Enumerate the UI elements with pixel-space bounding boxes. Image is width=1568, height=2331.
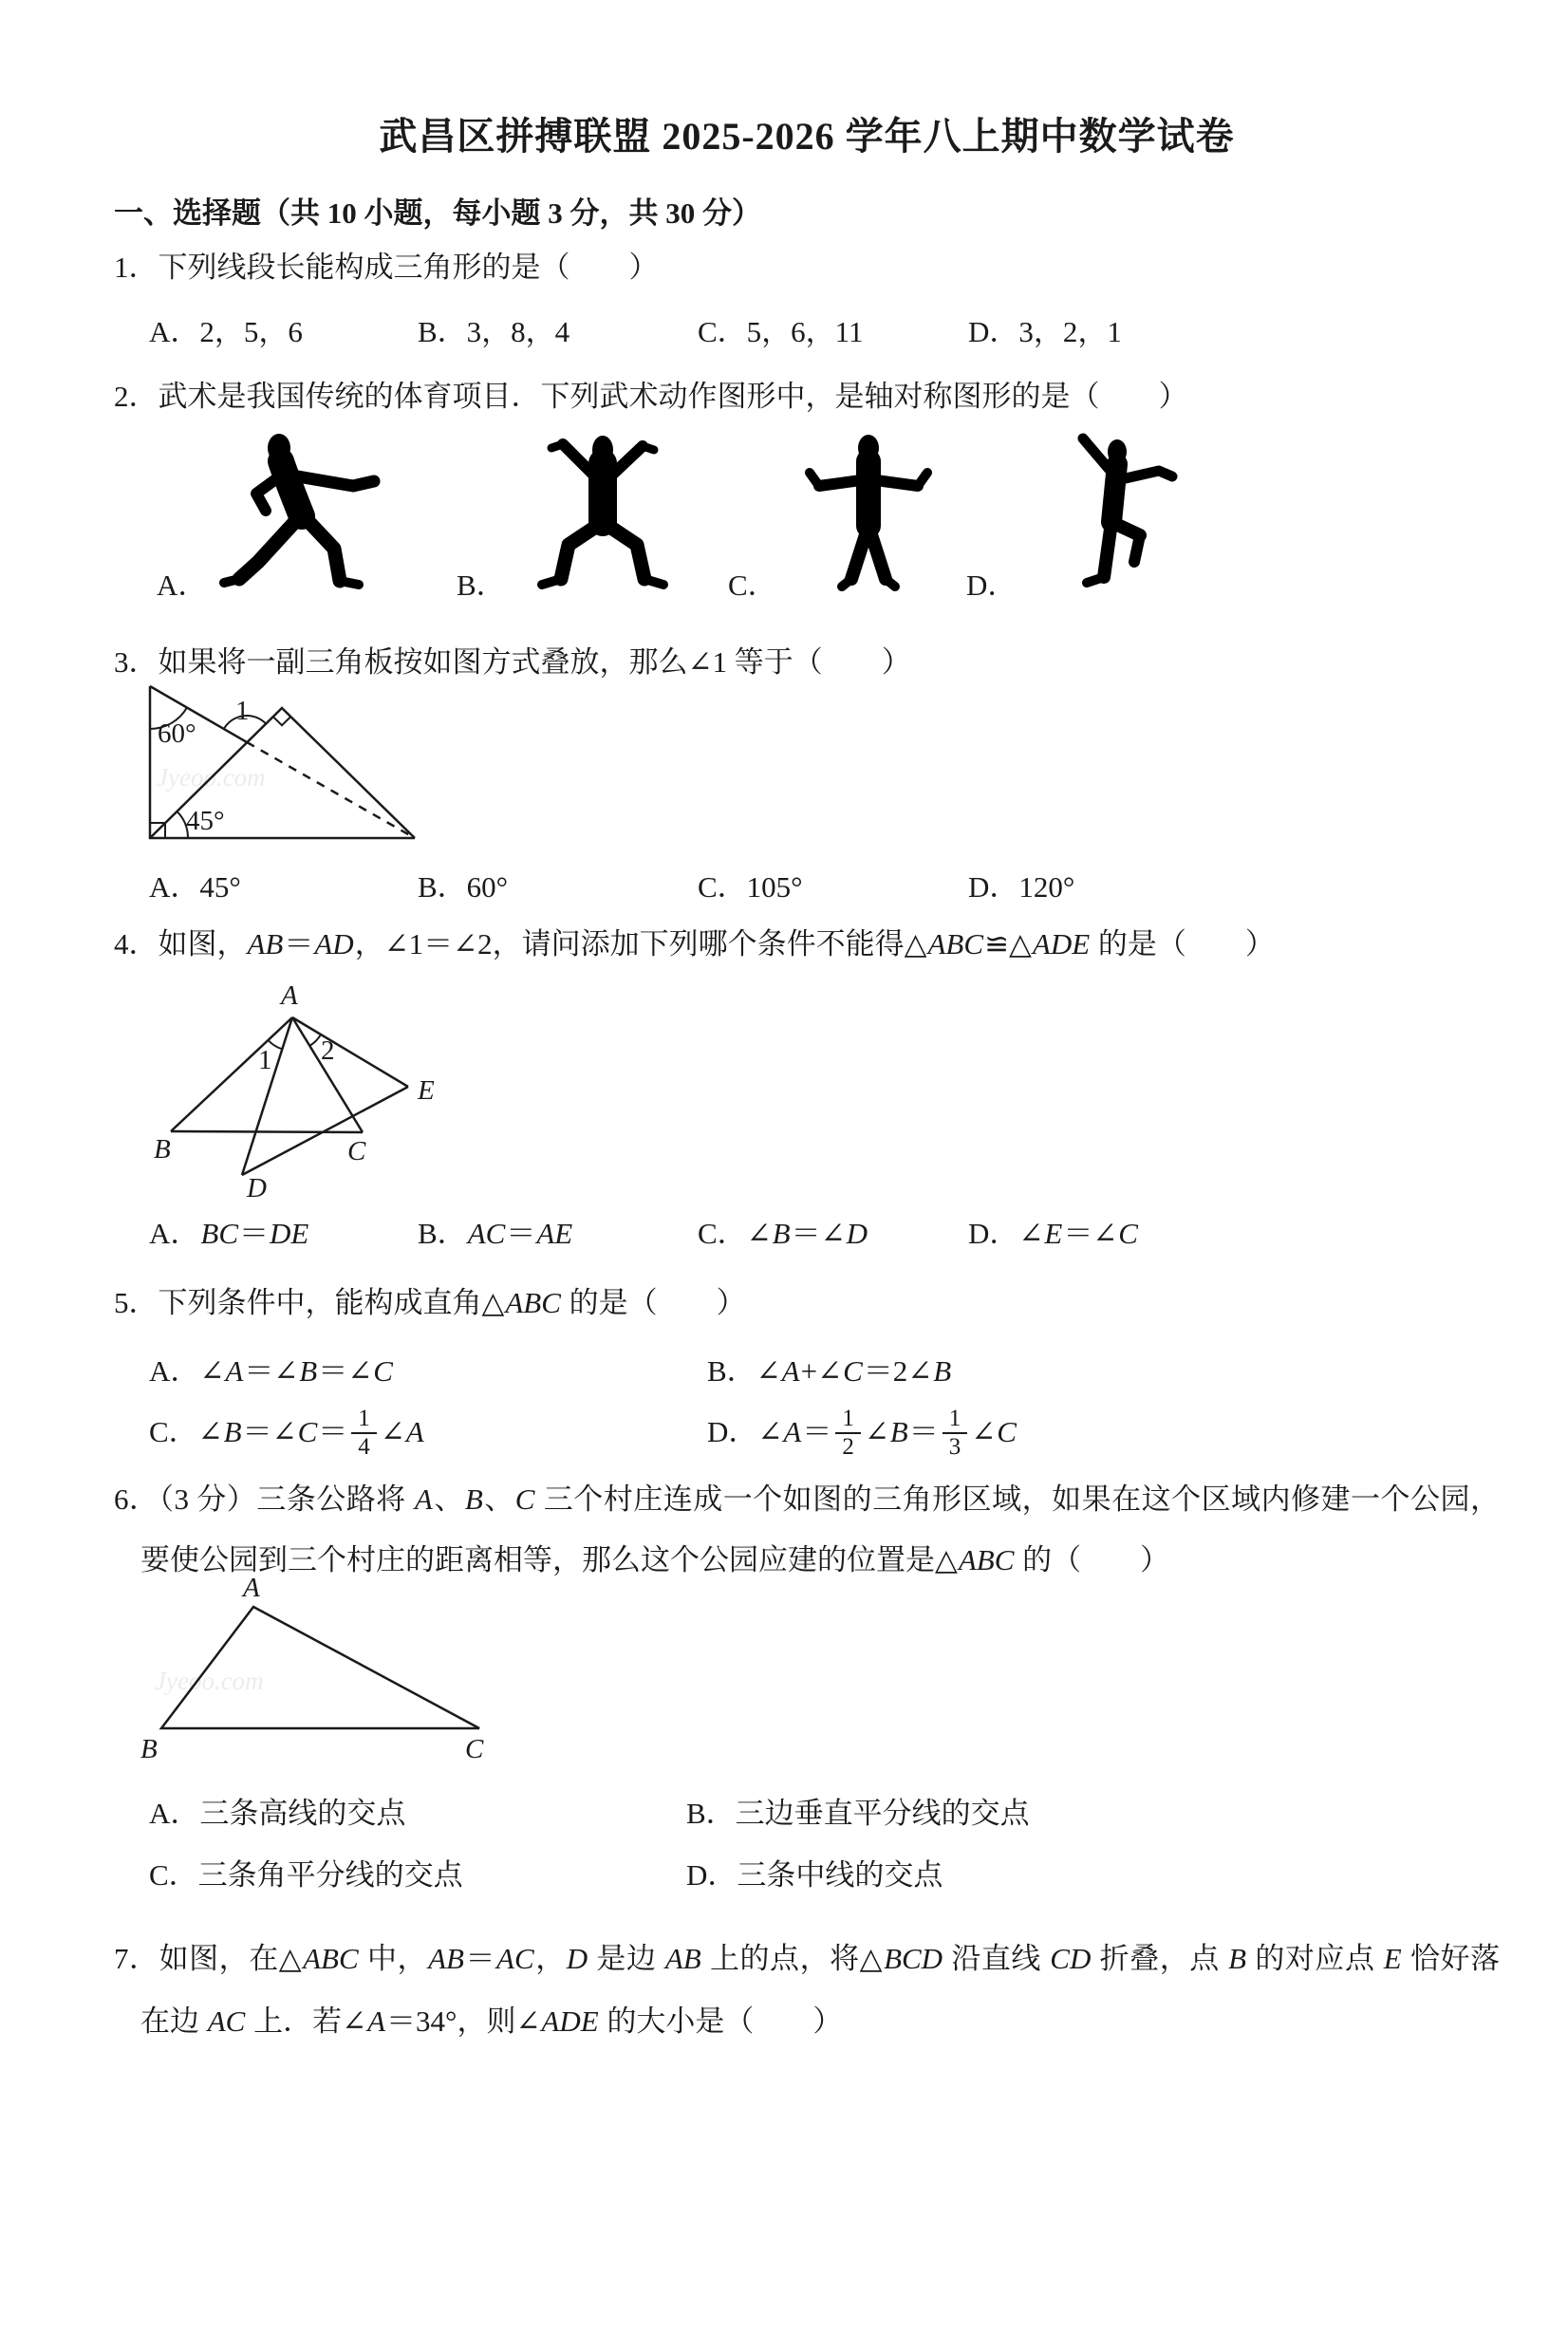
q3-option-d: D．120°: [968, 870, 1075, 904]
q5-option-c: C．∠B＝∠C＝ $\frac{1}{4}$ ∠A: [149, 1406, 424, 1460]
q4-option-d: D．∠E＝∠C: [968, 1217, 1138, 1250]
q1-stem: 1．下列线段长能构成三角形的是（ ）: [114, 251, 659, 284]
q2-figures: [157, 429, 1500, 605]
q4-angle-2-label: 2: [321, 1035, 335, 1066]
q1-option-c: C．5，6，11: [698, 315, 864, 348]
q4-option-b: B．AC＝AE: [418, 1217, 573, 1250]
q2-figure-c-label: C．: [728, 569, 777, 602]
q2-figure-d: [966, 429, 1500, 605]
q2-figure-d-label: D．: [966, 569, 1017, 602]
q1-option-d: D．3，2，1: [968, 315, 1122, 348]
q4-figure-image: [114, 978, 456, 1201]
q3-option-b: B．60°: [418, 870, 509, 904]
q4-point-b-label: B: [154, 1134, 171, 1165]
q3-stem: 3．如果将一副三角板按如图方式叠放，那么∠1 等于（ ）: [114, 645, 911, 679]
q4-stem: 4．如图，AB＝AD，∠1＝∠2，请问添加下列哪个条件不能得△ABC≌△ADE 的是（ ）: [114, 927, 1275, 960]
martial-pose-d-image: [1020, 429, 1205, 605]
q5-option-a: A．∠A＝∠B＝∠C: [149, 1354, 393, 1388]
q4-angle-1-label: 1: [258, 1045, 272, 1075]
q5-stem: 5．下列条件中，能构成直角△ABC 的是（ ）: [114, 1286, 746, 1319]
q4-point-c-label: C: [347, 1136, 366, 1166]
martial-pose-b-image: [510, 429, 700, 605]
q6-option-c: C．三条角平分线的交点: [149, 1858, 463, 1892]
martial-pose-c-image: [781, 429, 957, 605]
martial-pose-a-image: [211, 429, 410, 605]
q5-option-b: B．∠A+∠C＝2∠B: [707, 1354, 952, 1388]
q4-point-a-label: A: [281, 980, 298, 1011]
q1-option-a: A．2，5，6: [149, 315, 303, 348]
q6-watermark: Jyeoo.com: [155, 1667, 264, 1695]
q3-figure-image: [114, 681, 441, 852]
q3-angle-45-label: 45°: [186, 806, 225, 836]
q6-options-row1: [149, 1795, 1500, 1833]
q5-options-row2: [149, 1408, 1500, 1463]
q1-options: [149, 313, 1500, 351]
q6-point-b-label: B: [140, 1734, 158, 1763]
q2-figure-a: [157, 429, 457, 605]
q4-point-d-label: D: [247, 1173, 267, 1201]
q5-options-row1: [149, 1352, 1500, 1390]
q6-option-d: D．三条中线的交点: [686, 1858, 943, 1892]
q3-angle-1-label: 1: [235, 696, 250, 726]
q2-figure-b: [457, 429, 728, 605]
q3-option-c: C．105°: [698, 870, 803, 904]
q4-option-c: C．∠B＝∠D: [698, 1217, 868, 1250]
q3-angle-60-label: 60°: [158, 718, 196, 749]
q2-figure-b-label: B．: [457, 569, 506, 602]
q4-options: [149, 1215, 1500, 1253]
q4-option-a: A．BC＝DE: [149, 1217, 309, 1250]
q6-option-b: B．三边垂直平分线的交点: [686, 1797, 1030, 1830]
q6-options-row2: [149, 1856, 1500, 1894]
section-heading: 一、选择题（共 10 小题，每小题 3 分，共 30 分）: [114, 196, 761, 230]
q3-option-a: A．45°: [149, 870, 241, 904]
q2-figure-a-label: A．: [157, 569, 208, 602]
q7-stem: 7．如图，在△ABC 中，AB＝AC，D 是边 AB 上的点，将△BCD 沿直线 CD 折叠，点 B 的对应点 E 恰好落在边 AC 上．若∠A＝34°，则∠ADE 的大小是（ ）: [114, 1942, 1501, 2038]
q2-stem: 2．武术是我国传统的体育项目．下列武术动作图形中，是轴对称图形的是（ ）: [114, 380, 1188, 413]
exam-title: 武昌区拼搏联盟 2025-2026 学年八上期中数学试卷: [379, 115, 1235, 158]
q6-option-a: A．三条高线的交点: [149, 1797, 406, 1830]
q2-figure-c: [728, 429, 966, 605]
q6-stem: 6．（3 分）三条公路将 A、B、C 三个村庄连成一个如图的三角形区域，如果在这个区域内修建一个公园，要使公园到三个村庄的距离相等，那么这个公园应建的位置是△ABC 的（ ）: [114, 1483, 1501, 1576]
q3-watermark: Jyeoo.com: [157, 763, 266, 792]
q6-figure-image: [95, 1574, 513, 1763]
exam-page: [0, 113, 1568, 2331]
q4-point-e-label: E: [418, 1075, 435, 1106]
q1-option-b: B．3，8，4: [418, 315, 570, 348]
q5-option-d: D．∠A＝ $\frac{1}{2}$ ∠B＝ $\frac{1}{3}$ ∠C: [707, 1406, 1017, 1460]
q3-options: [149, 868, 1500, 906]
q6-point-a-label: A: [243, 1574, 260, 1603]
q6-point-c-label: C: [465, 1734, 484, 1763]
